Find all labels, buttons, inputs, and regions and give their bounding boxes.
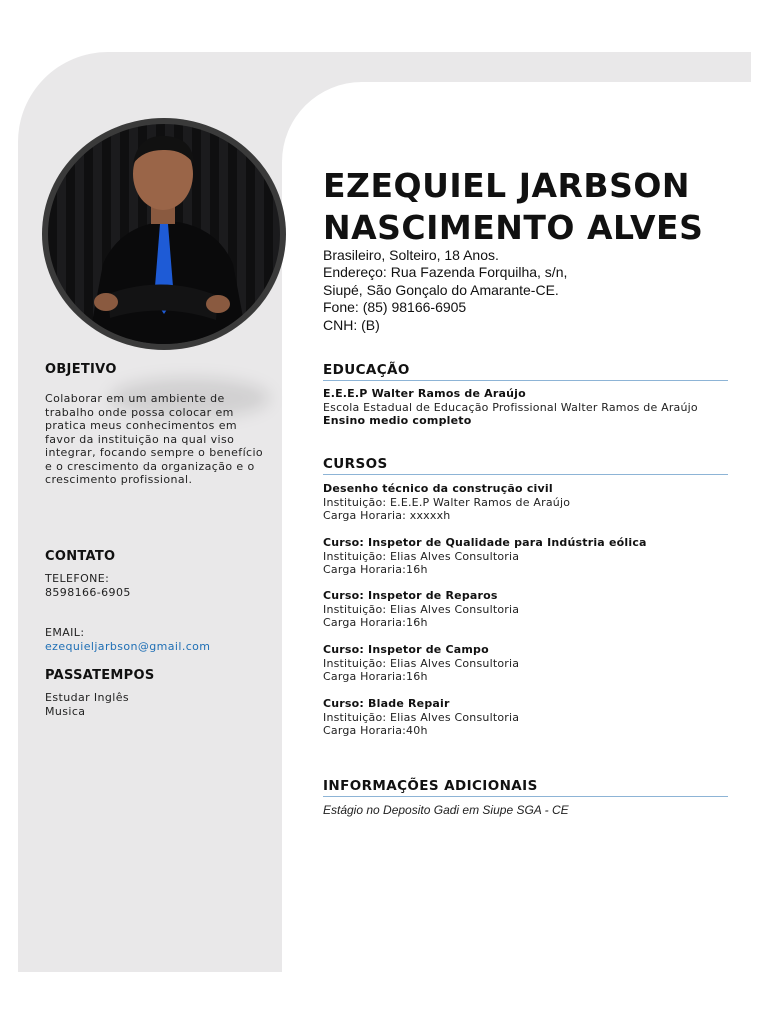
curso-name: Curso: Blade Repair bbox=[323, 697, 450, 710]
educacao-heading: EDUCAÇÃO bbox=[323, 362, 728, 381]
curso-institution: Instituição: Elias Alves Consultoria bbox=[323, 710, 520, 724]
info-line: Fone: (85) 98166-6905 bbox=[323, 299, 467, 316]
personal-info bbox=[323, 247, 743, 334]
passatempo-item: Estudar Inglês bbox=[45, 691, 130, 704]
candidate-name bbox=[323, 165, 743, 249]
objetivo-line: Colaborar em um ambiente de bbox=[45, 392, 225, 405]
curso-hours: Carga Horaria:16h bbox=[323, 563, 428, 576]
curso-institution: Instituição: Elias Alves Consultoria bbox=[323, 602, 520, 616]
curso-name: Desenho técnico da construção civil bbox=[323, 482, 553, 495]
curso-name: Curso: Inspetor de Qualidade para Indústria eólica bbox=[323, 536, 647, 549]
school-full-name: Escola Estadual de Educação Profissional Walter Ramos de Araújo bbox=[323, 400, 698, 414]
curso-item bbox=[323, 589, 733, 630]
objetivo-text bbox=[45, 392, 265, 487]
person-silhouette-icon bbox=[48, 124, 280, 344]
curso-institution: Instituição: Elias Alves Consultoria bbox=[323, 656, 520, 670]
curso-institution: Instituição: E.E.E.P Walter Ramos de Araújo bbox=[323, 495, 571, 509]
curso-name: Curso: Inspetor de Campo bbox=[323, 643, 489, 656]
curso-institution: Instituição: Elias Alves Consultoria bbox=[323, 549, 520, 563]
curso-item bbox=[323, 482, 733, 523]
school-name: E.E.E.P Walter Ramos de Araújo bbox=[323, 387, 526, 400]
adicionais-text: Estágio no Deposito Gadi em Siupe SGA - CE bbox=[323, 803, 569, 817]
objetivo-line: integrar, focando sempre o benefício bbox=[45, 446, 264, 459]
curso-hours: Carga Horaria:40h bbox=[323, 724, 428, 737]
info-line: Brasileiro, Solteiro, 18 Anos. bbox=[323, 247, 499, 263]
educacao-entry bbox=[323, 387, 733, 428]
curso-hours: Carga Horaria:16h bbox=[323, 616, 428, 629]
name-line: NASCIMENTO ALVES bbox=[323, 208, 704, 247]
objetivo-line: e o crescimento da organização e o bbox=[45, 459, 255, 473]
education-level: Ensino medio completo bbox=[323, 414, 472, 427]
telefone-value: 8598166-6905 bbox=[45, 586, 131, 599]
info-line: Endereço: Rua Fazenda Forquilha, s/n, bbox=[323, 264, 568, 281]
curso-hours: Carga Horaria:16h bbox=[323, 670, 428, 683]
cursos-heading: CURSOS bbox=[323, 456, 728, 475]
curso-item bbox=[323, 643, 733, 684]
profile-photo bbox=[48, 124, 280, 344]
curso-item bbox=[323, 697, 733, 738]
objetivo-line: crescimento profissional. bbox=[45, 473, 193, 486]
curso-item bbox=[323, 536, 733, 577]
email-label: EMAIL: bbox=[45, 626, 85, 639]
adicionais-heading: INFORMAÇÕES ADICIONAIS bbox=[323, 778, 728, 797]
contato-heading: CONTATO bbox=[45, 549, 116, 564]
objetivo-heading: OBJETIVO bbox=[45, 362, 117, 377]
passatempos-heading: PASSATEMPOS bbox=[45, 668, 155, 683]
telefone-label: TELEFONE: bbox=[45, 572, 110, 585]
email-link[interactable]: ezequieljarbson@gmail.com bbox=[45, 640, 211, 653]
info-line: Siupé, São Gonçalo do Amarante-CE. bbox=[323, 281, 559, 298]
name-line: EZEQUIEL JARBSON bbox=[323, 166, 691, 205]
curso-name: Curso: Inspetor de Reparos bbox=[323, 589, 498, 602]
info-line: CNH: (B) bbox=[323, 316, 380, 333]
passatempo-item: Musica bbox=[45, 705, 86, 718]
objetivo-line: pratica meus conhecimentos em bbox=[45, 419, 237, 432]
objetivo-line: trabalho onde possa colocar em bbox=[45, 405, 234, 419]
objetivo-line: favor da instituição na qual viso bbox=[45, 432, 235, 446]
curso-hours: Carga Horaria: xxxxxh bbox=[323, 509, 451, 522]
